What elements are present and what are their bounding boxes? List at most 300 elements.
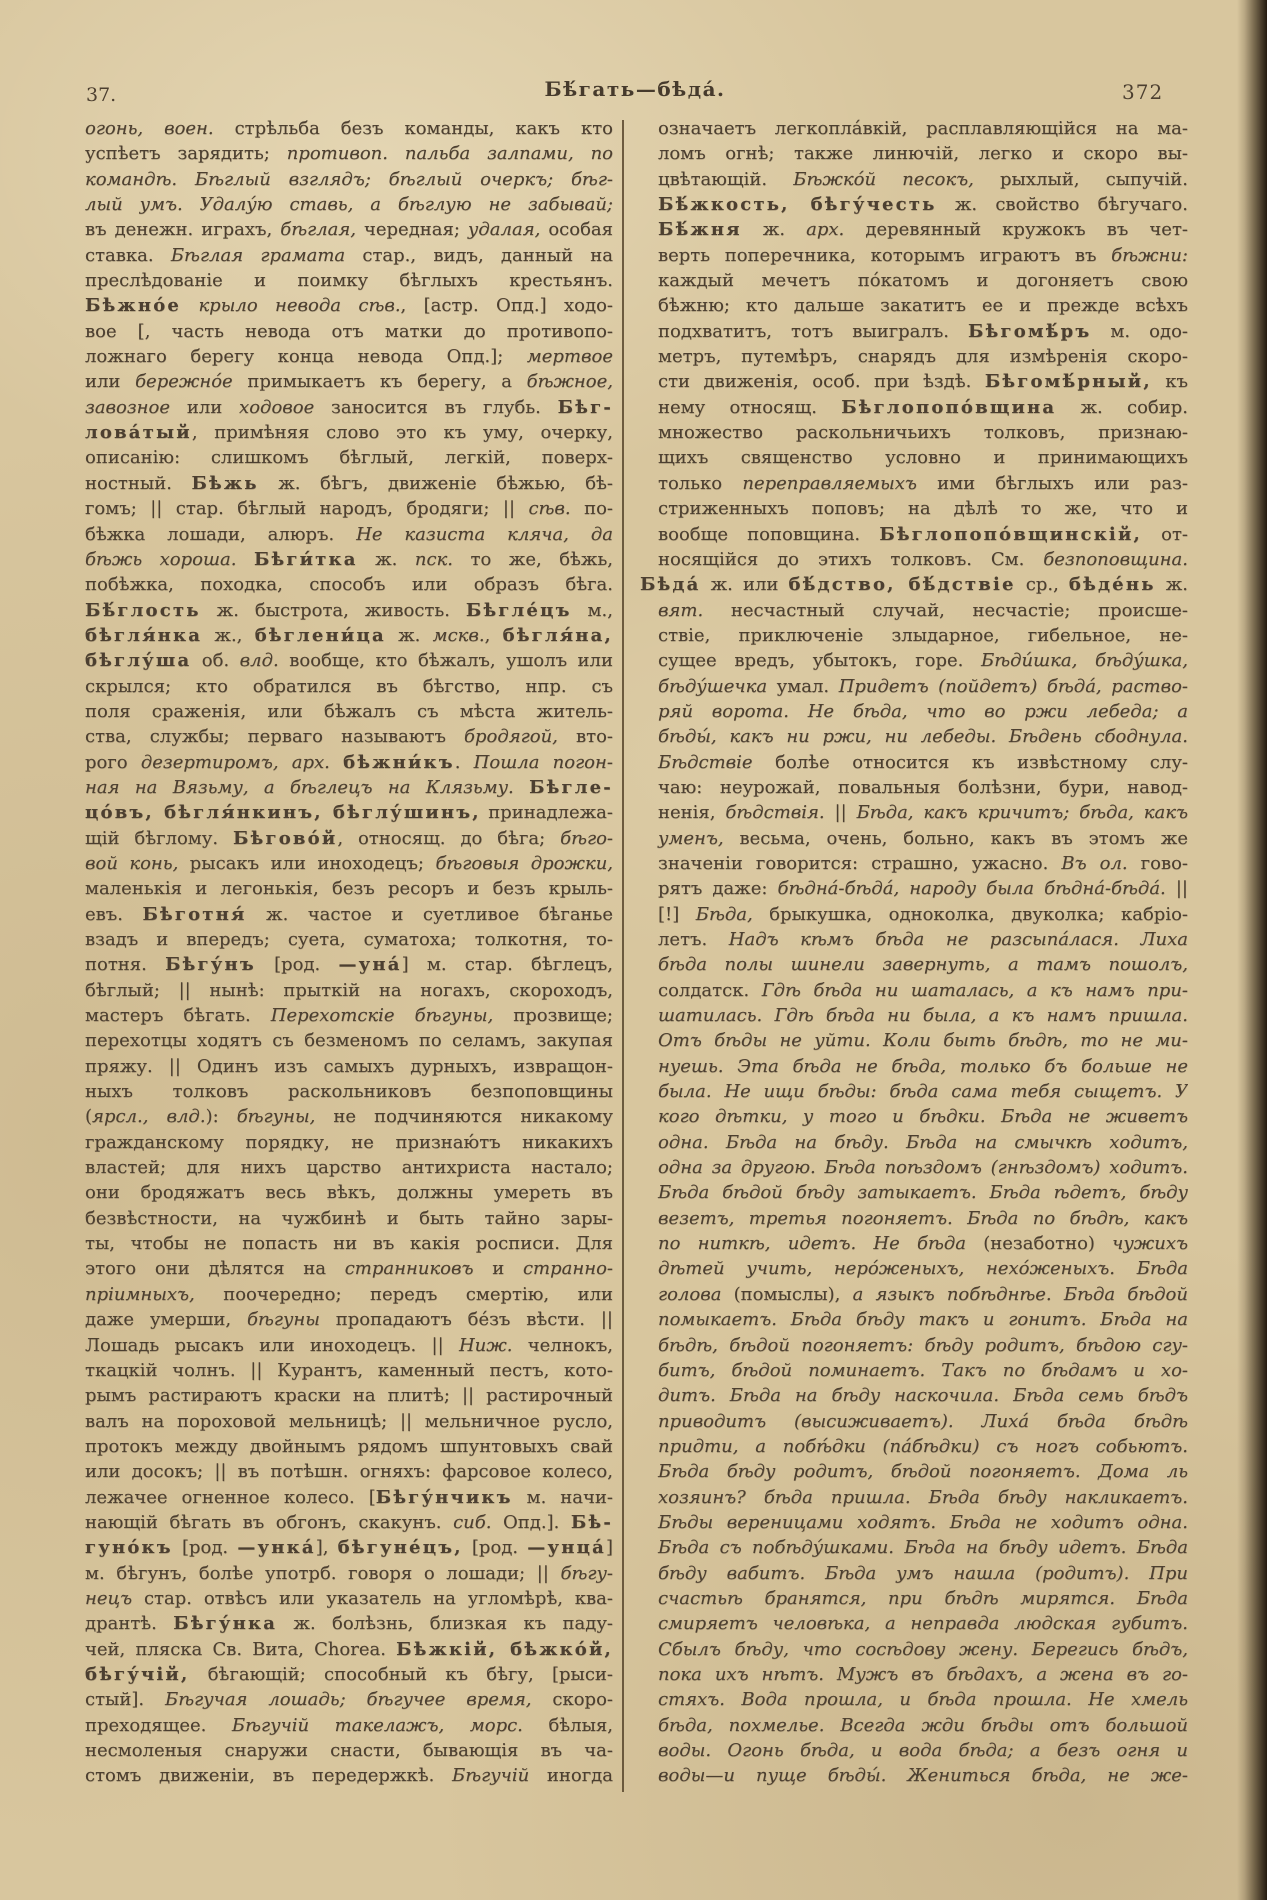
text-segment: бѣдна́-бѣда́, народу была бѣдна́-бѣда́. (777, 878, 1166, 900)
text-segment: Бѣгле- (529, 776, 613, 798)
text-line (85, 116, 613, 141)
text-line (85, 243, 613, 268)
text-segment: чей, пляска Св. Вита, Chorea. (85, 1638, 397, 1660)
text-segment: бѣжь хороша. (85, 548, 237, 570)
text-segment: рысакъ или иноходецъ; (178, 852, 436, 874)
text-segment: (незаботно) (966, 1233, 1113, 1255)
text-segment: Бѣг- (557, 396, 613, 418)
text-segment: пропадаютъ бе́зъ вѣсти. || (319, 1309, 613, 1331)
text-segment: ныхъ толковъ раскольниковъ безпоповщины (85, 1081, 613, 1103)
text-line (85, 724, 613, 749)
text-line (85, 1028, 613, 1053)
text-segment: значеніи говорится: страшно, ужасно. (658, 852, 1062, 874)
text-segment: м., (571, 599, 613, 621)
text-segment: счастьѣ бранятся, при бѣдѣ мирятся. Бѣда (658, 1587, 1188, 1609)
text-segment: бѣ́дство, бѣ́дствіе (788, 574, 1016, 596)
text-line (85, 445, 613, 470)
text-segment: лежачее огненное колесо. [ (85, 1486, 376, 1508)
text-segment: [!] (658, 903, 696, 925)
text-line (640, 344, 1188, 369)
text-segment: или досокъ; || въ потѣшн. огняхъ: фарсовое колесо, (85, 1461, 613, 1483)
text-segment: переправляемыхъ (742, 472, 917, 494)
text-segment: мскв. (432, 624, 485, 646)
text-segment: ж. быстрота, живость. (200, 599, 466, 621)
text-segment: ж. свойство бѣгучаго. (936, 194, 1188, 216)
text-line (85, 1104, 613, 1129)
text-line (85, 547, 613, 572)
text-segment: Бѣгу́нчикъ (375, 1486, 513, 1508)
text-segment (181, 295, 198, 316)
text-segment: вое [, часть невода отъ матки до противопо- (85, 320, 613, 342)
text-segment: ср., (1015, 574, 1069, 596)
text-segment: ломъ огнѣ; также линючій, легко и скоро вы- (658, 143, 1188, 165)
text-segment: описанію: слишкомъ бѣглый, легкій, поверх- (85, 447, 613, 469)
text-line (85, 851, 613, 876)
text-segment: цо́въ, бѣгля́нкинъ, бѣглу́шинъ, (85, 802, 481, 824)
text-segment: Бѣда бѣдой бѣду затыкаетъ. Бѣда ѣдетъ, бѣду (658, 1182, 1188, 1204)
text-segment: Въ ол. (1061, 852, 1128, 874)
text-segment: или (85, 371, 136, 393)
text-segment: Бѣгу́нка (173, 1613, 278, 1635)
text-line (640, 699, 1188, 724)
text-segment: ): (205, 1106, 237, 1128)
text-segment: бѣду вабитъ. Бѣда умъ нашла (родитъ). При (658, 1562, 1188, 1584)
text-segment: бѣгуне́цъ, (337, 1537, 463, 1559)
text-line (640, 1282, 1188, 1307)
text-line (640, 293, 1188, 318)
text-segment: сиб. (453, 1511, 492, 1533)
text-line (85, 674, 613, 699)
text-segment: сти движенія, особ. при ѣздѣ. (658, 371, 985, 393)
text-segment: бѣгу́чій, (85, 1663, 190, 1685)
text-segment: противоп. (286, 143, 388, 165)
text-segment: влд. (239, 650, 279, 672)
text-segment: стрѣльба безъ команды, какъ кто (213, 118, 613, 139)
text-segment: щихъ священство условно и принимающихъ (658, 447, 1188, 469)
text-segment: морс. (469, 1714, 523, 1736)
text-segment: вообще поповщина. (658, 523, 880, 545)
text-line (640, 902, 1188, 927)
text-segment: бѣжное, (526, 371, 613, 393)
text-segment: ] м. стар. бѣглецъ, (401, 954, 613, 976)
text-segment: поочередно; передъ смертію, или (194, 1283, 613, 1305)
text-line (85, 750, 613, 775)
column-divider-rule (622, 120, 624, 1792)
text-segment: Пошла погон- (473, 751, 613, 773)
text-line (640, 775, 1188, 800)
text-segment: кого дѣтки, у того и бѣдки. Бѣда не живетъ (658, 1106, 1188, 1128)
text-line (640, 420, 1188, 445)
text-line (85, 1079, 613, 1104)
text-segment: солдатск. (658, 979, 762, 1001)
text-segment (388, 143, 405, 164)
text-segment: ж., (202, 624, 255, 646)
text-segment: бѣго- (560, 827, 613, 849)
text-segment: бѣду́шечка (658, 675, 768, 697)
text-segment: рого (85, 751, 141, 773)
text-segment: протокъ между двойнымъ рядомъ шпунтовыхъ свай (85, 1435, 613, 1457)
text-line (640, 1687, 1188, 1712)
text-segment: бродягой, (463, 726, 558, 748)
text-segment: рымъ растираютъ краски на плитѣ; || растирочный (85, 1385, 613, 1407)
text-segment: метръ, путемѣръ, снарядъ для измѣренія скоро- (658, 346, 1188, 368)
text-segment (330, 752, 343, 773)
text-segment: бѣдѣ, бѣдой погоняетъ: бѣду родитъ, бѣдою сгу- (658, 1334, 1188, 1356)
text-line (640, 1535, 1188, 1560)
text-line (85, 623, 613, 648)
text-line (85, 1206, 613, 1231)
text-line (640, 116, 1188, 141)
text-segment: Бѣгучая лошадь; бѣгучее время, (164, 1689, 532, 1711)
text-line (85, 1003, 613, 1028)
text-segment: пск. (414, 548, 454, 570)
text-line (640, 1738, 1188, 1763)
text-segment: Бѣ́жкость, бѣгу́честь (658, 194, 937, 216)
text-segment: безпоповщина. (1043, 548, 1188, 570)
text-segment: , примѣняя слово это къ уму, очерку, (191, 422, 613, 444)
text-segment: летъ. (658, 929, 729, 950)
text-segment: крыло невода сѣв. (198, 295, 401, 317)
text-line (85, 1561, 613, 1586)
text-line (640, 674, 1188, 699)
text-segment: . (454, 751, 474, 773)
text-segment: множество раскольничьихъ толковъ, признаю- (658, 422, 1188, 444)
text-line (85, 1662, 613, 1687)
text-line (640, 1485, 1188, 1510)
text-line (640, 1104, 1188, 1129)
text-line (640, 167, 1188, 192)
text-line (640, 648, 1188, 673)
text-segment: особая (540, 219, 613, 241)
text-line (640, 1079, 1188, 1104)
text-segment: дитъ. Бѣда на бѣду наскочила. Бѣда семь бѣдъ (658, 1385, 1188, 1407)
text-segment: Не казиста кляча, да (356, 523, 613, 545)
text-segment: этого они дѣлятся на (85, 1258, 345, 1280)
text-segment: придти, а побѣ́дки (па́бѣдки) съ ногъ собьютъ. (658, 1435, 1188, 1457)
text-segment: вто- (557, 726, 613, 748)
text-segment: маленькія и легонькія, безъ ресоръ и безъ крыль- (85, 878, 613, 900)
text-segment: битъ, бѣдой поминаетъ. Такъ по бѣдамъ и хо- (658, 1359, 1188, 1381)
text-segment: Бѣжь (191, 472, 259, 494)
text-segment: , относящ. до бѣга; (337, 827, 561, 849)
text-segment: побѣжка, походка, способъ или образъ бѣга. (85, 574, 613, 596)
text-line (85, 1358, 613, 1383)
text-segment: дѣтей учить, неро́женыхъ, нехо́женыхъ. Бѣда (658, 1258, 1188, 1280)
page-number: 372 (1122, 80, 1164, 104)
text-segment: одна за другою. Бѣда поѣздомъ (гнѣздомъ) ходитъ. (658, 1157, 1188, 1179)
text-segment: рыхлый, сыпучій. (973, 168, 1188, 190)
text-line (640, 1637, 1188, 1662)
text-segment: чаю: неурожай, повальныя болѣзни, бури, навод- (658, 776, 1188, 798)
text-segment: Бѣгомѣ́рный, (984, 371, 1152, 393)
text-segment: бѣдствія. (725, 802, 825, 824)
text-line (640, 598, 1188, 623)
text-line (85, 1459, 613, 1484)
text-segment: ж. (1155, 574, 1188, 596)
text-line (85, 1231, 613, 1256)
text-segment: стомъ движеніи, въ передержкѣ. (85, 1765, 453, 1787)
text-line (85, 1054, 613, 1079)
text-segment: ствіе, приключеніе злыдарное, гибельное, не- (658, 624, 1188, 646)
text-line (640, 192, 1188, 217)
text-segment: а языкъ побѣднѣе. Бѣда бѣдой (852, 1283, 1188, 1305)
text-segment: Бѣгово́й (233, 827, 338, 849)
text-line (85, 1333, 613, 1358)
text-line (640, 1180, 1188, 1205)
text-line (640, 1333, 1188, 1358)
text-line (85, 1738, 613, 1763)
text-line (85, 598, 613, 623)
text-segment: Опд.]. (491, 1511, 571, 1533)
text-segment: ложнаго берегу конца невода Опд.]; (85, 346, 527, 368)
text-segment: Бѣги́тка (253, 548, 358, 570)
text-segment: иногда (529, 1765, 613, 1787)
text-segment: сѣв. (528, 498, 571, 520)
text-segment: ненія, (658, 802, 726, 824)
text-segment: арх. (291, 751, 330, 773)
running-head: Бѣ́гать—бѣда́. (544, 77, 726, 101)
text-segment: Бѣ́жня (658, 219, 742, 241)
text-segment: бѣда, похмелье. Всегда жди бѣды отъ большой (658, 1714, 1188, 1736)
text-line (85, 978, 613, 1003)
text-segment: мастеръ бѣгать. (85, 1005, 271, 1027)
text-segment: Бѣгучій такелажъ, (231, 1714, 445, 1736)
text-segment: чередная; (356, 219, 468, 241)
text-segment: Бѣжко́й песокъ, (793, 168, 974, 190)
text-segment: Бѣгу́нъ (165, 954, 256, 976)
text-segment: ими бѣглыхъ или раз- (916, 472, 1188, 494)
text-segment: властей; для нихъ царство антихриста настало; (85, 1157, 613, 1179)
text-segment: пряжу. || Одинъ изъ самыхъ дурныхъ, извращон- (85, 1055, 613, 1077)
text-segment: пока ихъ нѣтъ. Мужъ въ бѣдахъ, а жена въ го- (658, 1663, 1188, 1685)
text-segment: ства, службы; перваго называютъ (85, 726, 464, 748)
text-segment: Бѣди́шка, бѣду́шка, (981, 650, 1188, 672)
text-segment: Бѣ- (570, 1511, 613, 1533)
text-segment: заносится въ глубь. (314, 396, 558, 418)
text-line (640, 471, 1188, 496)
text-segment: бѣда полы шинели завернуть, а тамъ пошолъ, (658, 954, 1188, 976)
text-segment: стый]. (85, 1689, 165, 1711)
text-segment: Бѣгучій (452, 1765, 530, 1787)
text-segment: Отъ бѣды не уйти. Коли быть бѣдѣ, то не ми- (658, 1030, 1188, 1052)
text-segment: [род. (462, 1537, 528, 1559)
text-segment: вой конь, (85, 852, 179, 874)
text-line (640, 724, 1188, 749)
text-line (640, 1586, 1188, 1611)
text-segment: весьма, очень, больно, какъ въ этомъ же (723, 827, 1188, 849)
text-line (640, 800, 1188, 825)
text-segment (236, 549, 254, 570)
text-line (640, 826, 1188, 851)
text-segment: м. бѣгунъ, болѣе употрб. говоря о лошади; || (85, 1562, 561, 1584)
text-line (640, 1028, 1188, 1053)
text-line (85, 1763, 613, 1788)
text-segment: вят. (658, 599, 704, 621)
text-segment: деревянный кружокъ въ чет- (844, 219, 1188, 241)
text-line (85, 1409, 613, 1434)
text-segment: || (1165, 878, 1188, 900)
text-segment: смиряетъ человѣка, а неправда людская губитъ. (658, 1613, 1188, 1635)
text-segment: преслѣдованіе и поимку бѣглыхъ крестьянъ. (85, 270, 613, 292)
text-segment: дрантѣ. (85, 1613, 174, 1635)
text-segment: Бѣда бѣду родитъ, бѣдой погоняетъ. Дома ль (658, 1461, 1188, 1483)
text-segment: Бѣготня́ (142, 903, 247, 925)
text-segment: бѣглый; || нынѣ: прыткій на ногахъ, скороходъ, (85, 979, 613, 1001)
text-segment: ж. бѣгъ, движеніе бѣжью, бѣ- (258, 472, 613, 494)
text-line (85, 1155, 613, 1180)
text-line (640, 978, 1188, 1003)
text-line (640, 547, 1188, 572)
text-segment: не подчиняются никакому (315, 1106, 613, 1128)
text-segment: , (484, 624, 503, 646)
text-segment: стяхъ. Вода прошла, и бѣда прошла. Не хмель (658, 1689, 1188, 1711)
text-segment: [род. (172, 1537, 238, 1559)
text-segment: дезертиромъ, (140, 751, 279, 773)
text-segment: —уна́ (338, 954, 402, 976)
text-segment: бѣглу́ша (85, 650, 192, 672)
text-segment: удалая, (467, 219, 541, 241)
text-segment: Гдѣ бѣда ни шаталась, а къ намъ при- (761, 979, 1188, 1001)
text-line (85, 1307, 613, 1332)
text-line (85, 293, 613, 318)
text-segment: Бѣда, (695, 903, 753, 925)
text-line (640, 572, 1188, 597)
text-segment: евъ. (85, 903, 143, 925)
text-segment: , [астр. Опд.] ходо- (400, 295, 613, 317)
text-segment: Ниж. (458, 1334, 513, 1356)
text-segment: примыкаетъ къ берегу, а (232, 371, 527, 393)
text-line (85, 952, 613, 977)
text-segment: то же, бѣжь, (453, 548, 613, 570)
text-segment: стриженныхъ поповъ; на дѣлѣ то же, что и (658, 498, 1188, 520)
text-segment: по- (570, 498, 613, 520)
text-segment: брыкушка, одноколка, двуколка; кабріо- (752, 903, 1188, 925)
text-segment: Бѣдствіе (658, 751, 753, 773)
text-segment: означаетъ легкопла́вкій, расплавляющійся на ма- (658, 118, 1188, 139)
text-line (85, 1383, 613, 1408)
text-segment: бѣжни́къ (343, 751, 455, 773)
text-line (640, 1307, 1188, 1332)
text-segment: валъ на пороховой мельницѣ; || мельничное русло, (85, 1410, 613, 1432)
text-segment: бѣды́, какъ ни ржи, ни лебеды. Бѣдень сбоднула. (658, 726, 1188, 748)
text-segment: бѣгуны, (236, 1106, 316, 1128)
text-segment: бѣгу- (560, 1562, 613, 1584)
text-segment: Бѣды вереницами ходятъ. Бѣда не ходитъ одна. (658, 1511, 1188, 1533)
text-segment: ж. собир. (1056, 396, 1188, 418)
text-line (640, 1155, 1188, 1180)
text-line (640, 1231, 1188, 1256)
text-segment (514, 777, 529, 798)
right-column (640, 116, 1188, 1789)
text-segment: гражданскому порядку, не признаю́тъ никакихъ (85, 1131, 613, 1153)
text-segment: Бѣжно́е (85, 295, 182, 317)
text-segment: болѣе относится къ извѣстному слу- (752, 751, 1188, 773)
text-line (85, 1687, 613, 1712)
text-segment: бережно́е (135, 371, 233, 393)
text-segment: или (170, 396, 240, 418)
text-line (85, 496, 613, 521)
text-line (85, 1434, 613, 1459)
text-segment: пріимныхъ, (85, 1283, 195, 1305)
text-segment: от- (1141, 523, 1188, 545)
text-line (85, 699, 613, 724)
text-segment: взадъ и впередъ; суета, суматоха; толкотня, то- (85, 929, 613, 950)
text-line (640, 1561, 1188, 1586)
text-segment: уменъ, (658, 827, 724, 849)
text-line (640, 1054, 1188, 1079)
text-segment: лый умъ. Удалу́ю ставь, а бѣглую не забывай; (85, 194, 613, 216)
text-segment: арх. (806, 219, 845, 241)
text-line (640, 876, 1188, 901)
text-segment: нающій бѣгать въ обгонъ, скакунъ. (85, 1511, 454, 1533)
text-segment: прозвище; (493, 1005, 613, 1027)
text-segment: гуно́къ (85, 1537, 173, 1559)
text-line (640, 522, 1188, 547)
text-line (85, 1586, 613, 1611)
text-segment: нуешь. Эта бѣда не бѣда, только бъ больше не (658, 1055, 1188, 1077)
text-line (640, 319, 1188, 344)
text-line (85, 471, 613, 496)
text-line (85, 344, 613, 369)
text-segment: приводитъ (высиживаетъ). Лиха́ бѣда бѣдѣ (658, 1410, 1188, 1432)
text-segment: —унца́ (527, 1537, 606, 1559)
text-line (640, 1662, 1188, 1687)
text-segment: Перехотскіе бѣгуны, (270, 1005, 494, 1027)
text-segment: ж. болѣзнь, близкая къ паду- (277, 1613, 613, 1635)
text-segment: Бѣгле́цъ (465, 599, 572, 621)
text-segment: безвѣстности, на чужбинѣ и быть тайно зары- (85, 1207, 613, 1229)
text-segment: ж. или (700, 574, 789, 596)
text-segment: преходящее. (85, 1714, 232, 1736)
text-line (640, 952, 1188, 977)
text-segment: вообще, кто бѣжалъ, ушолъ или (278, 650, 613, 672)
text-line (85, 1611, 613, 1636)
text-segment: бѣжню; кто дальше закатитъ ее и прежде всѣхъ (658, 295, 1188, 317)
text-segment: по ниткѣ, идетъ. Не бѣда (658, 1233, 966, 1255)
text-segment: Сбылъ бѣду, что сосѣдову жену. Берегись бѣдъ, (658, 1638, 1188, 1660)
text-line (640, 750, 1188, 775)
text-line (85, 420, 613, 445)
text-segment: м. одо- (1091, 320, 1188, 342)
text-segment: странно- (522, 1258, 613, 1280)
text-line (85, 876, 613, 901)
text-segment: ярсл., влд. (92, 1106, 206, 1128)
text-line (640, 1206, 1188, 1231)
text-line (640, 268, 1188, 293)
text-line (85, 927, 613, 952)
text-line (85, 217, 613, 242)
text-segment: завозное (85, 396, 171, 418)
text-line (640, 1409, 1188, 1434)
text-segment: челнокъ, (512, 1334, 613, 1356)
text-line (640, 1713, 1188, 1738)
text-line (640, 851, 1188, 876)
text-segment: они бродяжатъ весь вѣкъ, должны умереть въ (85, 1182, 613, 1204)
text-segment: успѣетъ зарядить; (85, 143, 287, 165)
text-segment: об. (191, 650, 240, 672)
text-segment: поля сраженія, или бѣжалъ съ мѣста житель- (85, 700, 613, 722)
text-segment: ставка. (85, 244, 171, 266)
text-line (640, 1256, 1188, 1281)
text-segment: бѣгля́нка (85, 624, 203, 646)
text-segment: [род. (255, 954, 339, 976)
text-line (640, 217, 1188, 242)
text-segment: щій бѣглому. (85, 827, 234, 849)
text-line (640, 1383, 1188, 1408)
text-segment: принадлежа- (480, 802, 613, 824)
text-segment: ходовое (239, 396, 315, 418)
text-segment: умал. (767, 675, 839, 697)
